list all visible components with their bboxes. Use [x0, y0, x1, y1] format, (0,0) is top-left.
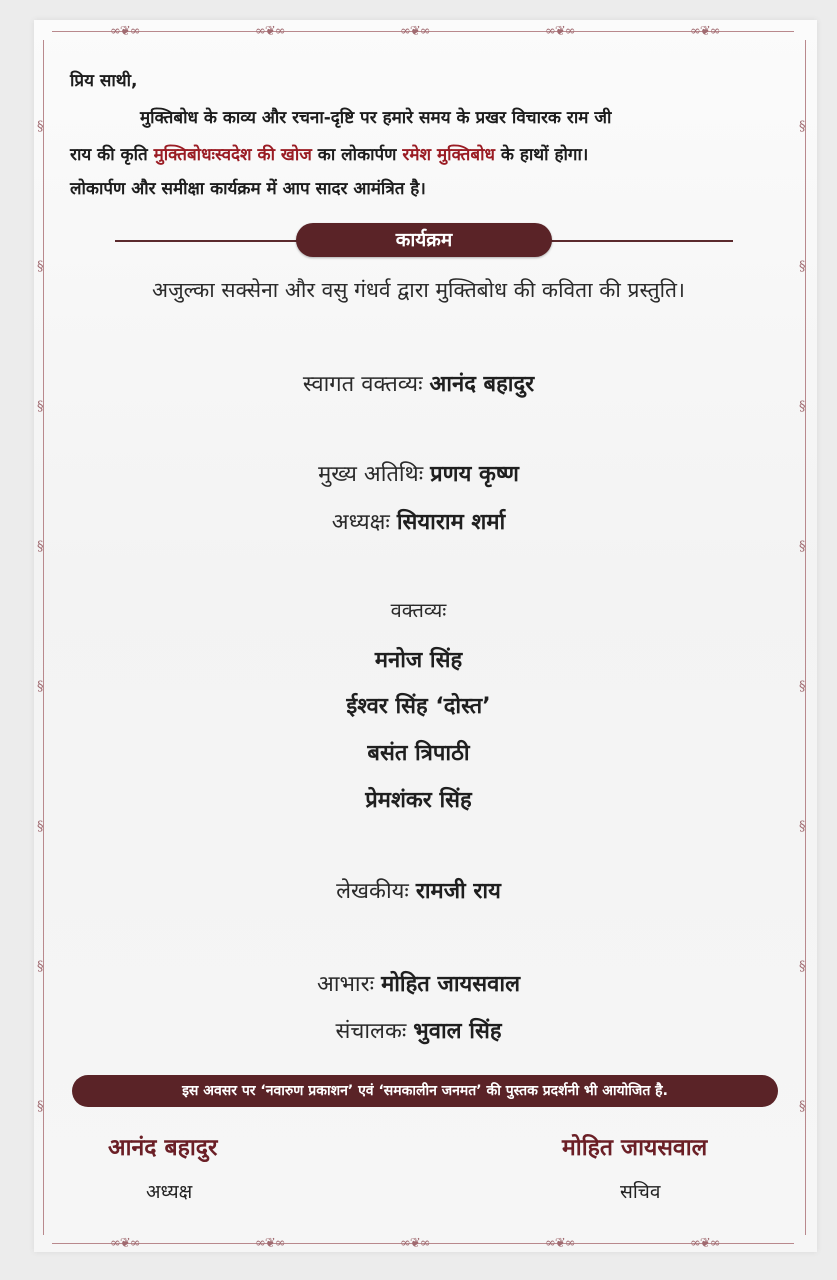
speaker-1: मनोज सिंह: [374, 648, 463, 673]
exhibition-banner: इस अवसर पर ‘नवारुण प्रकाशन’ एवं ‘समकालीन जनमत’ की पुस्तक प्रदर्शनी भी आयोजित है.: [72, 1075, 778, 1107]
heading-rule-right: [545, 240, 733, 242]
thanks-row: आभारः मोहित जायसवाल: [316, 972, 521, 997]
speaker-3: बसंत त्रिपाठी: [367, 741, 470, 766]
speakers-label: वक्तव्यः: [390, 598, 447, 622]
intro-line-1: मुक्तिबोध के काव्य और रचना-दृष्टि पर हमारे समय के प्रखर विचारक राम जी: [140, 108, 612, 128]
thanks-name: मोहित जायसवाल: [381, 972, 521, 997]
speaker-2: ईश्वर सिंह ‘दोस्त’: [346, 694, 491, 719]
program-heading: कार्यक्रम: [296, 223, 552, 257]
speaker-4: प्रेमशंकर सिंह: [365, 788, 472, 813]
heading-rule-left: [115, 240, 305, 242]
welcome-row: स्वागत वक्तव्यः आनंद बहादुर: [302, 372, 535, 397]
signature-left-name: आनंद बहादुर: [108, 1134, 218, 1161]
intro-line-3: लोकार्पण और समीक्षा कार्यक्रम में आप सादर आमंत्रित है।: [70, 179, 426, 199]
performance-line: अजुल्का सक्सेना और वसु गंधर्व द्वारा मुक्तिबोध की कविता की प्रस्तुति।: [152, 278, 685, 302]
releaser-name: रमेश मुक्तिबोध: [402, 145, 495, 165]
welcome-speaker: आनंद बहादुर: [429, 372, 535, 397]
chief-guest-name: प्रणय कृष्ण: [430, 462, 519, 487]
intro-line-2: राय की कृति मुक्तिबोधःस्वदेश की खोज का लोकार्पण रमेश मुक्तिबोध के हाथों होगा।: [70, 145, 589, 165]
author-name: रामजी राय: [415, 879, 501, 904]
salutation: प्रिय साथी,: [70, 71, 138, 91]
signature-right-role: सचिव: [620, 1181, 661, 1203]
chair-name: सियाराम शर्मा: [396, 510, 506, 535]
signature-right-name: मोहित जायसवाल: [562, 1134, 708, 1161]
signature-left-role: अध्यक्ष: [146, 1181, 193, 1203]
book-title: मुक्तिबोधःस्वदेश की खोज: [153, 145, 312, 165]
chief-guest-row: मुख्य अतिथिः प्रणय कृष्ण: [318, 462, 519, 487]
host-row: संचालकः भुवाल सिंह: [335, 1019, 502, 1044]
chair-row: अध्यक्षः सियाराम शर्मा: [331, 510, 506, 535]
author-row: लेखकीयः रामजी राय: [336, 879, 501, 904]
host-name: भुवाल सिंह: [413, 1019, 502, 1044]
